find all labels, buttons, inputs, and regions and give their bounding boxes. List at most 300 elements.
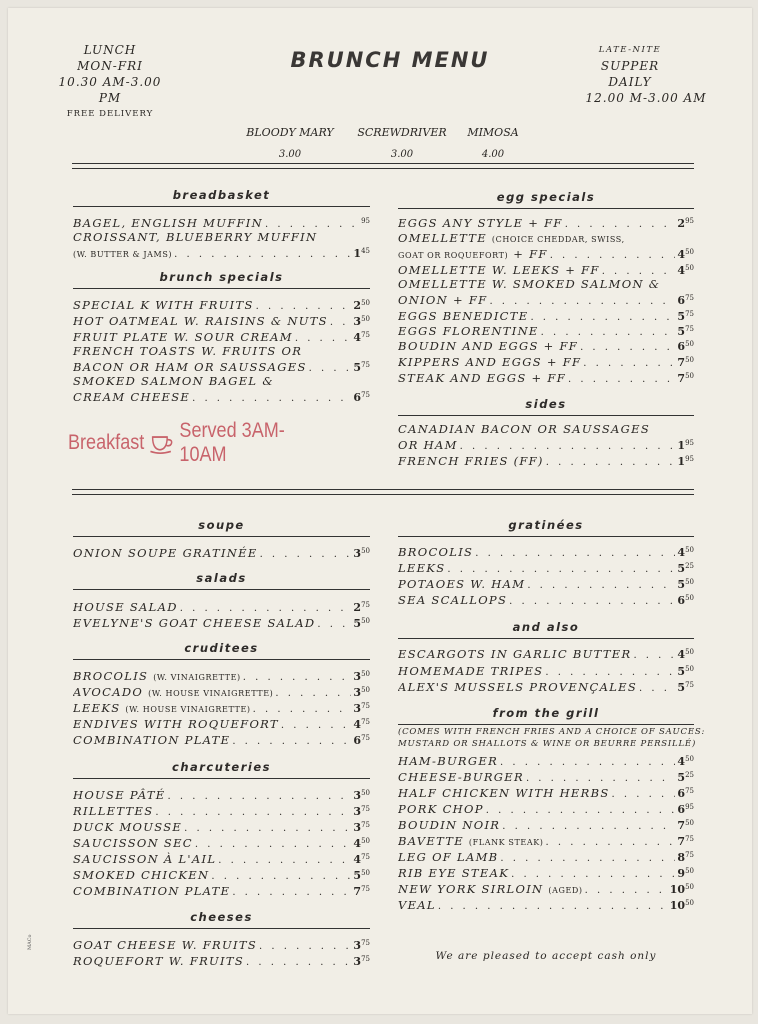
item-name-text: CHEESE-BURGER xyxy=(398,770,524,784)
price-main: 2 xyxy=(677,217,686,230)
stamp-text-served: Served 3AM-10AM xyxy=(179,419,285,466)
menu-item xyxy=(398,678,694,696)
item-name-text: PORK CHOP xyxy=(398,802,484,816)
price-cents: 50 xyxy=(361,837,370,845)
lunch-time: 10.30 AM-3.00 PM xyxy=(58,75,162,105)
price-cents: 50 xyxy=(361,670,370,678)
price-main: 3 xyxy=(353,702,362,715)
item-price xyxy=(353,296,370,313)
item-name-text: VEAL xyxy=(398,898,436,912)
price-cents: 50 xyxy=(685,819,694,827)
price-cents: 75 xyxy=(361,805,370,813)
price-cents: 75 xyxy=(361,955,370,963)
item-name xyxy=(398,770,524,784)
item-price xyxy=(677,291,694,308)
price-main: 4 xyxy=(677,248,686,261)
supper-days: DAILY xyxy=(608,75,652,89)
section-title-breadbasket: breadbasket xyxy=(172,188,271,202)
item-price xyxy=(353,667,370,684)
price-main: 6 xyxy=(677,340,686,353)
free-delivery: FREE DELIVERY xyxy=(66,109,154,119)
price-cents: 75 xyxy=(361,885,370,893)
price-cents: 75 xyxy=(685,294,694,302)
price-main: 1 xyxy=(677,455,686,468)
item-price xyxy=(353,882,370,899)
item-price xyxy=(677,832,694,849)
dot-leader xyxy=(317,618,351,632)
price-cents: 50 xyxy=(685,340,694,348)
price-cents: 50 xyxy=(685,648,694,656)
item-name-text: SAUCISSON À L'AIL xyxy=(73,852,217,866)
item-name-text: BOUDIN AND EGGS + FF xyxy=(398,339,579,353)
price-cents: 95 xyxy=(685,217,694,225)
menu-item xyxy=(73,244,370,262)
item-name-text: ENDIVES WITH ROQUEFORT xyxy=(73,717,279,731)
item-price xyxy=(677,452,694,469)
price-main: 3 xyxy=(353,821,362,834)
item-name xyxy=(398,577,525,591)
section-rule xyxy=(398,536,694,537)
item-name-text: RILLETTES xyxy=(73,804,154,818)
price-cents: 50 xyxy=(361,315,370,323)
dot-leader xyxy=(639,682,675,696)
item-name xyxy=(398,664,543,678)
price-cents: 95 xyxy=(685,803,694,811)
section-title-cheeses: cheeses xyxy=(190,910,253,924)
item-name xyxy=(398,216,563,230)
section-title-charcuteries: charcuteries xyxy=(172,760,271,774)
divider-middle xyxy=(72,489,694,495)
item-name xyxy=(398,754,498,768)
price-main: 3 xyxy=(353,789,362,802)
price-main: 8 xyxy=(677,851,686,864)
item-price xyxy=(361,214,370,231)
stamp-text-breakfast: Breakfast xyxy=(68,431,145,454)
price-main: 4 xyxy=(353,331,362,344)
price-main: 3 xyxy=(353,686,362,699)
item-name xyxy=(73,788,166,802)
price-main: 4 xyxy=(677,755,686,768)
item-price xyxy=(353,388,370,405)
price-cents: 75 xyxy=(685,681,694,689)
item-name: CROISSANT, BLUEBERRY MUFFIN xyxy=(73,230,318,244)
price-main: 6 xyxy=(677,594,686,607)
price-cents: 75 xyxy=(361,853,370,861)
section-rule xyxy=(73,206,370,207)
item-name xyxy=(398,545,473,559)
item-name xyxy=(73,360,307,374)
section-rule xyxy=(398,415,694,416)
item-price xyxy=(353,614,370,631)
price-main: 3 xyxy=(353,670,362,683)
section-rule xyxy=(398,638,694,639)
item-name: SMOKED SALMON BAGEL & xyxy=(73,374,274,388)
dot-leader xyxy=(246,956,351,970)
item-name-text: BROCOLIS xyxy=(398,545,474,559)
dot-leader xyxy=(295,332,352,346)
price-main: 5 xyxy=(353,361,362,374)
menu-item xyxy=(398,591,694,609)
price-main: 5 xyxy=(677,578,686,591)
item-price xyxy=(677,784,694,801)
drink-name: SCREWDRIVER xyxy=(357,126,447,139)
section-title-cruditees: cruditees xyxy=(184,641,259,655)
item-price xyxy=(353,328,370,345)
item-name xyxy=(398,339,578,353)
drink-name: BLOODY MARY xyxy=(246,126,334,139)
item-name xyxy=(398,786,610,800)
menu-item-name-line xyxy=(398,422,650,436)
dot-leader xyxy=(509,595,675,609)
item-price xyxy=(677,800,694,817)
price-main: 1 xyxy=(353,247,362,260)
item-name xyxy=(73,804,153,818)
item-price xyxy=(677,816,694,833)
item-name: OMELLETTE xyxy=(398,231,487,245)
price-main: 4 xyxy=(353,853,362,866)
price-cents: 25 xyxy=(685,771,694,779)
item-name-text: SEA SCALLOPS xyxy=(398,593,508,607)
price-cents: 75 xyxy=(361,601,370,609)
dot-leader xyxy=(633,649,675,663)
drink-price: 4.00 xyxy=(481,149,505,160)
price-main: 7 xyxy=(677,819,686,832)
item-name xyxy=(398,647,631,661)
item-price xyxy=(353,786,370,803)
item-name-cont: ONION + FF xyxy=(398,293,488,307)
item-name-text: EGGS BENEDICTE xyxy=(398,309,529,323)
item-name-text: HALF CHICKEN WITH HERBS xyxy=(398,786,610,800)
section-title-gratinees: gratinées xyxy=(508,518,584,532)
item-price xyxy=(353,936,370,953)
item-price xyxy=(353,818,370,835)
price-main: 10 xyxy=(669,899,686,912)
price-cents: 50 xyxy=(685,546,694,554)
item-price xyxy=(677,768,694,785)
item-name xyxy=(73,600,178,614)
price-cents: 75 xyxy=(361,361,370,369)
dot-leader xyxy=(192,392,351,406)
price-cents: 45 xyxy=(361,247,370,255)
item-name-text: HOUSE SALAD xyxy=(73,600,178,614)
menu-item-name-line xyxy=(398,277,660,291)
price-cents: 75 xyxy=(361,702,370,710)
item-price xyxy=(677,369,694,386)
price-cents: 95 xyxy=(685,439,694,447)
section-title-egg-specials: egg specials xyxy=(496,190,596,204)
item-price xyxy=(353,598,370,615)
item-name-text: STEAK AND EGGS + FF xyxy=(398,371,566,385)
item-name-text: LEG OF LAMB xyxy=(398,850,499,864)
item-name-text: HOT OATMEAL W. RAISINS & NUTS xyxy=(73,314,328,328)
item-name-text: COMBINATION PLATE xyxy=(73,733,231,747)
item-detail: (W. VINAIGRETTE) xyxy=(153,673,241,682)
section-title-soupe: soupe xyxy=(198,518,245,532)
coffee-cup-icon xyxy=(149,430,174,456)
lunch-label: LUNCH xyxy=(83,43,137,57)
item-name-cont: BACON OR HAM OR SAUSSAGES xyxy=(73,360,307,374)
price-main: 4 xyxy=(353,718,362,731)
item-name-text: FRENCH FRIES (FF) xyxy=(398,454,544,468)
price-cents: 50 xyxy=(685,883,694,891)
item-name-text: SMOKED CHICKEN xyxy=(73,868,210,882)
item-name xyxy=(398,355,581,369)
section-rule xyxy=(73,288,370,289)
item-name-text: EGGS FLORENTINE xyxy=(398,324,539,338)
item-price xyxy=(677,645,694,662)
price-cents: 75 xyxy=(361,331,370,339)
item-price xyxy=(677,436,694,453)
drink-price: 3.00 xyxy=(390,149,414,160)
item-name xyxy=(73,868,209,882)
price-main: 7 xyxy=(353,885,362,898)
price-cents: 50 xyxy=(685,899,694,907)
item-name-text: LEEKS xyxy=(73,701,121,715)
item-price xyxy=(353,244,370,261)
price-main: 5 xyxy=(677,681,686,694)
price-cents: 75 xyxy=(361,734,370,742)
menu-item xyxy=(398,896,694,914)
cash-only-note: We are pleased to accept cash only xyxy=(435,950,657,962)
item-price xyxy=(353,358,370,375)
item-name xyxy=(73,884,230,898)
item-price xyxy=(353,850,370,867)
item-price xyxy=(353,699,370,716)
item-name xyxy=(398,802,484,816)
price-main: 4 xyxy=(677,264,686,277)
item-price xyxy=(677,591,694,608)
price-cents: 75 xyxy=(361,821,370,829)
section-rule xyxy=(73,928,370,929)
item-name xyxy=(398,438,458,452)
price-cents: 75 xyxy=(361,939,370,947)
item-name xyxy=(73,298,254,312)
menu-item-name-line xyxy=(73,344,302,358)
item-name xyxy=(73,546,258,560)
price-main: 2 xyxy=(353,299,362,312)
dot-leader xyxy=(568,373,675,387)
price-main: 5 xyxy=(677,310,686,323)
item-name-text: DUCK MOUSSE xyxy=(73,820,183,834)
item-name-text: GOAT CHEESE W. FRUITS xyxy=(73,938,258,952)
price-main: 7 xyxy=(677,356,686,369)
price-cents: 50 xyxy=(361,686,370,694)
item-name xyxy=(73,717,279,731)
item-name xyxy=(398,866,509,880)
item-price xyxy=(677,337,694,354)
price-main: 6 xyxy=(677,803,686,816)
item-price xyxy=(353,544,370,561)
grill-sauce-note: (COMES WITH FRENCH FRIES AND A CHOICE OF SAUCES: xyxy=(398,727,706,737)
price-main: 3 xyxy=(353,805,362,818)
menu-item xyxy=(73,614,370,632)
item-name xyxy=(398,293,487,307)
item-name xyxy=(73,246,172,262)
item-name-text: BAGEL, ENGLISH MUFFIN xyxy=(73,216,264,230)
item-name-text: EGGS ANY STYLE + FF xyxy=(398,216,563,230)
price-main: 7 xyxy=(677,835,686,848)
item-name xyxy=(398,898,436,912)
item-detail: (CHOICE CHEDDAR, SWISS, xyxy=(491,235,625,244)
price-cents: 50 xyxy=(685,356,694,364)
supper-label: SUPPER xyxy=(600,59,660,73)
price-main: 6 xyxy=(353,734,362,747)
menu-item xyxy=(73,731,370,749)
price-cents: 50 xyxy=(685,264,694,272)
item-name-text: HAM-BURGER xyxy=(398,754,499,768)
item-name-text: FRUIT PLATE W. SOUR CREAM xyxy=(73,330,293,344)
item-price xyxy=(677,575,694,592)
section-rule xyxy=(73,536,370,537)
menu-item xyxy=(398,645,694,663)
section-title-from-the-grill: from the grill xyxy=(492,706,600,720)
price-cents: 50 xyxy=(685,755,694,763)
item-price xyxy=(677,678,694,695)
supper-hours xyxy=(565,42,707,106)
item-name-text: LEEKS xyxy=(398,561,446,575)
item-name xyxy=(73,616,315,630)
item-name xyxy=(73,836,193,850)
page-title: BRUNCH MENU xyxy=(290,48,490,72)
item-name xyxy=(73,852,216,866)
price-main: 4 xyxy=(677,546,686,559)
price-cents: 50 xyxy=(361,617,370,625)
price-cents: 50 xyxy=(361,299,370,307)
price-main: 5 xyxy=(353,869,362,882)
section-title-brunch-specials: brunch specials xyxy=(159,270,284,284)
item-detail: (FLANK STEAK) xyxy=(468,838,544,847)
item-price xyxy=(353,834,370,851)
price-cents: 50 xyxy=(685,665,694,673)
section-rule xyxy=(73,589,370,590)
price-main: 4 xyxy=(353,837,362,850)
price-cents: 75 xyxy=(361,718,370,726)
menu-item-name-line xyxy=(73,374,274,388)
item-price xyxy=(353,952,370,969)
item-name-text: EVELYNE'S GOAT CHEESE SALAD xyxy=(73,616,316,630)
price-main: 6 xyxy=(353,391,362,404)
price-cents: 75 xyxy=(685,325,694,333)
item-price xyxy=(353,802,370,819)
item-name xyxy=(73,733,230,747)
item-name xyxy=(73,954,244,968)
dot-leader xyxy=(309,362,352,376)
item-name-text: RIB EYE STEAK xyxy=(398,866,510,880)
section-title-and-also: and also xyxy=(512,620,580,634)
section-rule xyxy=(73,659,370,660)
item-price xyxy=(677,261,694,278)
item-name-text: ESCARGOTS IN GARLIC BUTTER xyxy=(398,647,632,661)
price-cents: 50 xyxy=(361,869,370,877)
price-cents: 50 xyxy=(685,594,694,602)
price-main: 3 xyxy=(353,315,362,328)
item-price xyxy=(353,866,370,883)
item-price xyxy=(353,683,370,700)
item-name-text: ONION SOUPE GRATINÉE xyxy=(73,546,258,560)
breakfast-stamp xyxy=(68,419,309,466)
item-detail: (W. HOUSE VINAIGRETTE) xyxy=(148,689,274,698)
dot-leader xyxy=(232,886,351,900)
price-main: 5 xyxy=(677,325,686,338)
price-cents: 75 xyxy=(685,851,694,859)
section-title-sides: sides xyxy=(525,397,567,411)
price-main: 3 xyxy=(353,939,362,952)
price-main: 3 xyxy=(353,955,362,968)
item-price xyxy=(677,245,694,262)
item-price xyxy=(677,543,694,560)
price-cents: 50 xyxy=(685,578,694,586)
price-main: 9 xyxy=(677,867,686,880)
item-detail: (AGED) xyxy=(548,886,583,895)
price-main: 1 xyxy=(677,439,686,452)
item-name-text: KIPPERS AND EGGS + FF xyxy=(398,355,582,369)
dot-leader xyxy=(565,218,676,232)
item-name xyxy=(73,390,190,404)
section-title-salads: salads xyxy=(196,571,247,585)
item-detail: (W. HOUSE VINAIGRETTE) xyxy=(125,705,251,714)
supper-time: 12.00 M-3.00 AM xyxy=(585,91,707,105)
price-cents: 75 xyxy=(361,391,370,399)
item-price xyxy=(670,880,694,897)
drink-name: MIMOSA xyxy=(467,126,519,139)
item-price xyxy=(677,214,694,231)
item-name xyxy=(398,324,539,338)
late-nite-label: LATE-NITE xyxy=(598,45,662,55)
item-price xyxy=(353,715,370,732)
drink-mimosa xyxy=(443,122,543,166)
price-cents: 75 xyxy=(685,310,694,318)
item-name-text: POTAOES W. HAM xyxy=(398,577,526,591)
item-name xyxy=(398,593,507,607)
item-name xyxy=(398,818,500,832)
item-name xyxy=(398,680,637,694)
menu-item xyxy=(73,952,370,970)
catalog-mark: MACo xyxy=(27,934,33,950)
price-main: 5 xyxy=(353,617,362,630)
section-rule xyxy=(398,724,694,725)
menu-item xyxy=(398,214,694,232)
menu-item xyxy=(73,388,370,406)
item-name-text: BOUDIN NOIR xyxy=(398,818,501,832)
item-name xyxy=(398,371,566,385)
dot-leader xyxy=(174,248,351,262)
dot-leader xyxy=(546,456,676,470)
item-name xyxy=(73,820,182,834)
price-main: 6 xyxy=(677,787,686,800)
item-name xyxy=(398,454,544,468)
grill-sauce-note: MUSTARD OR SHALLOTS & WINE OR BEURRE PERSILLÉ) xyxy=(398,739,697,749)
item-name-text: COMBINATION PLATE xyxy=(73,884,231,898)
price-main: 5 xyxy=(677,562,686,575)
item-price xyxy=(677,864,694,881)
drink-bloody-mary xyxy=(240,122,340,166)
menu-item xyxy=(398,369,694,387)
price-cents: 50 xyxy=(361,789,370,797)
item-price xyxy=(353,731,370,748)
menu-item xyxy=(398,452,694,470)
item-name-text: AVOCADO xyxy=(73,685,144,699)
item-name-text: NEW YORK SIRLOIN xyxy=(398,882,544,896)
item-name-text: BAVETTE xyxy=(398,834,464,848)
section-rule xyxy=(73,778,370,779)
menu-item xyxy=(73,544,370,562)
price-cents: 75 xyxy=(685,835,694,843)
price-main: 2 xyxy=(353,601,362,614)
divider-top xyxy=(72,163,694,169)
lunch-hours xyxy=(50,42,170,122)
price-cents: 50 xyxy=(685,867,694,875)
price-cents: 25 xyxy=(685,562,694,570)
